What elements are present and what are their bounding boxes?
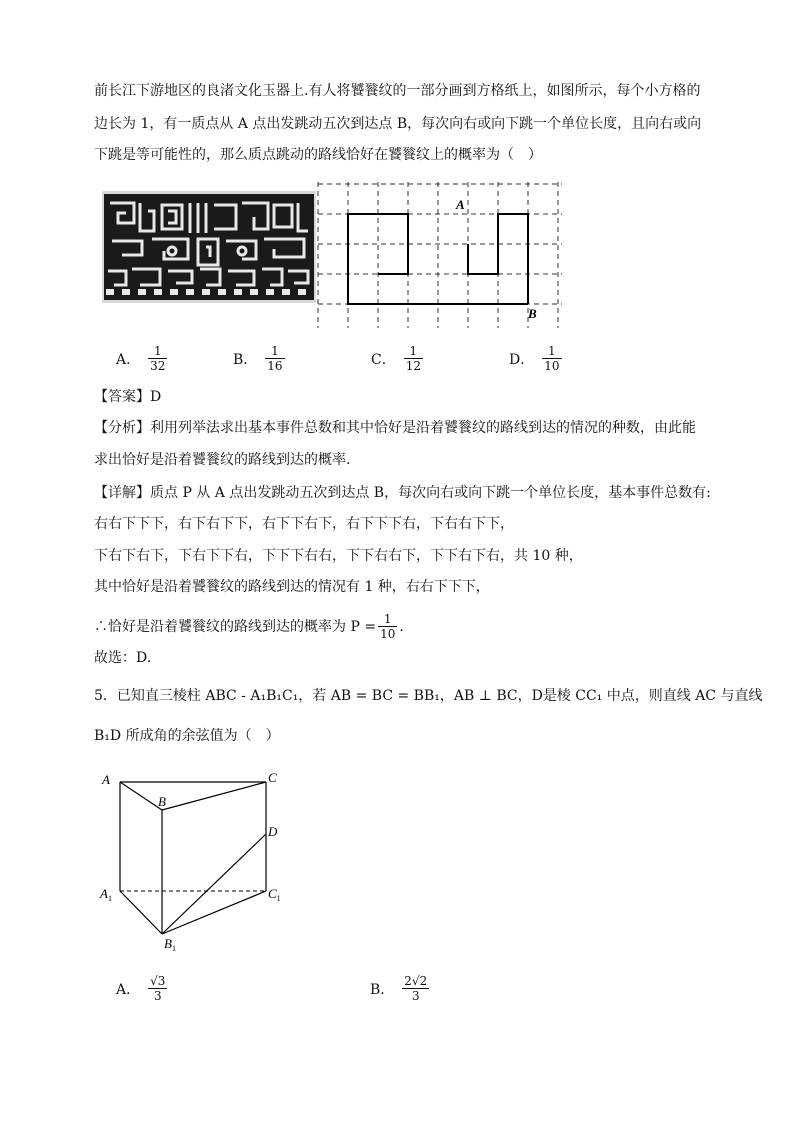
answer-line [94, 387, 161, 407]
q4-option-c[interactable] [371, 344, 425, 373]
point-a-label: A [456, 197, 465, 212]
q4-option-b[interactable] [233, 344, 287, 373]
q4-option-a[interactable] [116, 344, 169, 373]
detail-tag: 【详解】 [94, 485, 150, 501]
q5-option-a[interactable] [116, 974, 169, 1003]
analysis-tag: 【分析】 [94, 420, 150, 436]
detail-line-4: 其中恰好是沿着饕餮纹的路线到达的情况有 1 种，右右下下下， [94, 579, 490, 595]
vertex-a-label: A [102, 772, 110, 787]
q5-stem-line-1: 5．已知直三棱柱 ABC - A₁B₁C₁，若 AB = BC = BB₁，AB ⊥ BC，D是棱 CC₁ 中点，则直线 AC 与直线 [94, 688, 763, 704]
conclusion-suffix: . [399, 618, 404, 635]
prism-figure [96, 764, 296, 954]
q5-stem-line-2: B₁D 所成角的余弦值为（ ） [94, 728, 280, 744]
option-letter: A． [116, 351, 141, 368]
q4-option-d[interactable] [509, 344, 564, 373]
option-fraction: $\frac{1}{32}$ [150, 344, 166, 373]
q4-stem-line-2: 边长为 1，有一质点从 A 点出发跳动五次到达点 B，每次向右或向下跳一个单位长度，且向右或向 [94, 116, 702, 132]
vertex-b1-label: $B_1$ [164, 936, 176, 953]
conclusion-prefix: ∴恰好是沿着饕餮纹的路线到达的概率为 P = [94, 618, 377, 635]
vertex-a1-label: $A_1$ [100, 886, 112, 903]
analysis-line-2: 求出恰好是沿着饕餮纹的路线到达的概率. [94, 452, 351, 468]
option-letter: A． [116, 981, 141, 998]
final-choice: 故选：D. [94, 650, 152, 666]
conclusion-fraction: $\frac{1}{10}$ [380, 612, 396, 641]
taotie-pattern-image [102, 191, 316, 303]
conclusion-line [94, 612, 404, 641]
grid-path-figure [314, 182, 564, 328]
option-letter: D． [509, 351, 535, 368]
option-letter: C． [371, 351, 396, 368]
q5-option-b[interactable] [370, 974, 431, 1003]
option-letter: B． [370, 981, 395, 998]
answer-tag: 【答案】 [94, 389, 150, 405]
option-fraction: $\frac{1}{10}$ [544, 344, 560, 373]
option-letter: B． [233, 351, 258, 368]
analysis-line-1 [94, 418, 696, 438]
point-b-label: B [528, 306, 537, 321]
vertex-c1-label: $C_1$ [268, 886, 281, 903]
vertex-b-label: B [158, 794, 166, 809]
vertex-c-label: C [268, 770, 277, 785]
answer-value: D [150, 389, 162, 405]
vertex-d-label: D [268, 824, 278, 839]
q4-stem-line-3: 下跳是等可能性的，那么质点跳动的路线恰好在饕餮纹上的概率为（ ） [94, 147, 542, 163]
analysis-text-1: 利用列举法求出基本事件总数和其中恰好是沿着饕餮纹的路线到达的情况的种数，由此能 [150, 420, 696, 436]
option-fraction: $\frac{1}{16}$ [267, 344, 283, 373]
detail-line-3: 下右下右下，下右下下右，下下下右右，下下右右下，下下右下右，共 10 种， [94, 548, 583, 564]
detail-text-1: 质点 P 从 A 点出发跳动五次到达点 B，每次向右或向下跳一个单位长度，基本事件总数有: [150, 485, 711, 501]
detail-line-2: 右右下下下，右下右下下，右下下右下，右下下下右，下右右下下， [94, 516, 514, 532]
detail-line-1 [94, 483, 711, 503]
q4-stem-line-1: 前长江下游地区的良渚文化玉器上.有人将饕餮纹的一部分画到方格纸上，如图所示，每个小方格的 [94, 83, 701, 99]
option-fraction: $\frac{2√2}{3}$ [404, 974, 428, 1003]
option-fraction: $\frac{1}{12}$ [405, 344, 421, 373]
option-fraction: $\frac{√3}{3}$ [150, 974, 166, 1003]
